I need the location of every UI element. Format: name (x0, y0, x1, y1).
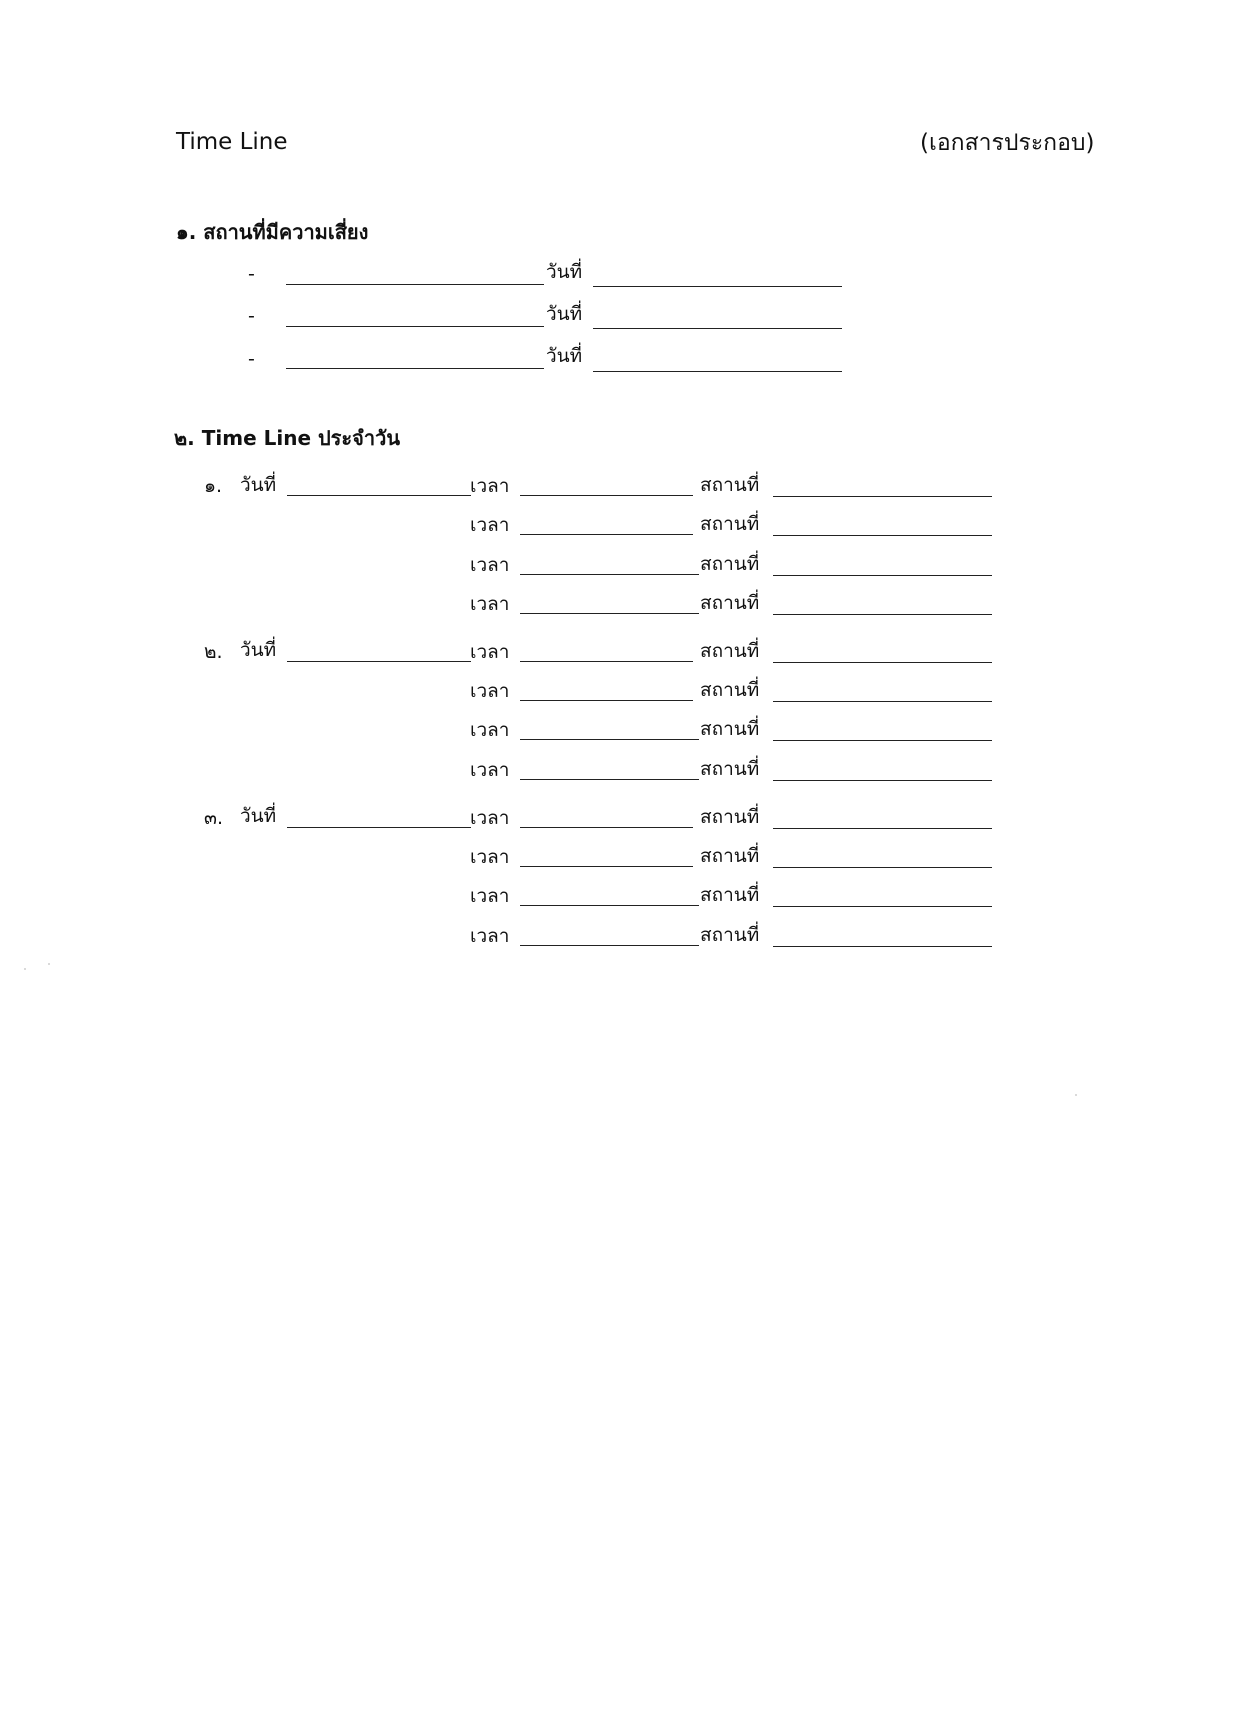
place-label: สถานที่ (700, 806, 760, 828)
time-label: เวลา (470, 593, 510, 615)
place-label: สถานที่ (700, 553, 760, 575)
place-field-line[interactable] (773, 614, 992, 615)
place-field-line[interactable] (773, 496, 992, 497)
time-label: เวลา (470, 475, 510, 497)
place-field-line[interactable] (773, 828, 992, 829)
place-label: สถานที่ (700, 679, 760, 701)
place-field-line[interactable] (773, 662, 992, 663)
day-date-field-line[interactable] (287, 495, 471, 496)
date-field-line[interactable] (593, 371, 842, 372)
scan-speck (24, 968, 26, 970)
time-field-line[interactable] (520, 945, 699, 946)
place-label: สถานที่ (700, 718, 760, 740)
day-date-label: วันที่ (240, 474, 277, 496)
section-1-heading: ๑. สถานที่มีความเสี่ยง (176, 220, 369, 244)
place-label: สถานที่ (700, 592, 760, 614)
date-label: วันที่ (546, 345, 583, 367)
time-field-line[interactable] (520, 866, 693, 867)
time-label: เวลา (470, 759, 510, 781)
row-bullet: - (248, 305, 255, 327)
time-field-line[interactable] (520, 827, 693, 828)
time-label: เวลา (470, 641, 510, 663)
time-label: เวลา (470, 514, 510, 536)
date-field-line[interactable] (593, 328, 842, 329)
time-field-line[interactable] (520, 534, 693, 535)
time-label: เวลา (470, 807, 510, 829)
day-date-field-line[interactable] (287, 827, 471, 828)
scan-speck (48, 963, 50, 965)
section-2-heading: ๒. Time Line ประจำวัน (174, 426, 401, 450)
time-field-line[interactable] (520, 661, 693, 662)
row-bullet: - (248, 348, 255, 370)
place-field-line[interactable] (773, 780, 992, 781)
day-number: ๓. (204, 807, 224, 829)
date-field-line[interactable] (593, 286, 842, 287)
day-date-label: วันที่ (240, 639, 277, 661)
time-field-line[interactable] (520, 739, 699, 740)
place-field-line[interactable] (773, 575, 992, 576)
place-label: สถานที่ (700, 758, 760, 780)
page-title: Time Line (176, 129, 288, 155)
time-label: เวลา (470, 885, 510, 907)
location-field-line[interactable] (286, 284, 544, 285)
time-field-line[interactable] (520, 495, 693, 496)
date-label: วันที่ (546, 261, 583, 283)
place-field-line[interactable] (773, 535, 992, 536)
place-label: สถานที่ (700, 513, 760, 535)
place-label: สถานที่ (700, 845, 760, 867)
row-bullet: - (248, 263, 255, 285)
place-label: สถานที่ (700, 924, 760, 946)
place-field-line[interactable] (773, 701, 992, 702)
day-number: ๒. (204, 641, 223, 663)
location-field-line[interactable] (286, 326, 544, 327)
place-label: สถานที่ (700, 884, 760, 906)
day-date-field-line[interactable] (287, 661, 471, 662)
document-tag: (เอกสารประกอบ) (920, 130, 1095, 156)
place-field-line[interactable] (773, 740, 992, 741)
place-field-line[interactable] (773, 867, 992, 868)
day-number: ๑. (204, 475, 223, 497)
time-field-line[interactable] (520, 574, 699, 575)
place-field-line[interactable] (773, 946, 992, 947)
time-label: เวลา (470, 846, 510, 868)
place-label: สถานที่ (700, 640, 760, 662)
date-label: วันที่ (546, 303, 583, 325)
time-field-line[interactable] (520, 700, 693, 701)
time-field-line[interactable] (520, 779, 699, 780)
day-date-label: วันที่ (240, 805, 277, 827)
time-field-line[interactable] (520, 613, 699, 614)
time-label: เวลา (470, 719, 510, 741)
time-label: เวลา (470, 680, 510, 702)
time-field-line[interactable] (520, 905, 699, 906)
location-field-line[interactable] (286, 368, 544, 369)
time-label: เวลา (470, 925, 510, 947)
place-field-line[interactable] (773, 906, 992, 907)
time-label: เวลา (470, 554, 510, 576)
scan-speck (1075, 1094, 1077, 1096)
place-label: สถานที่ (700, 474, 760, 496)
